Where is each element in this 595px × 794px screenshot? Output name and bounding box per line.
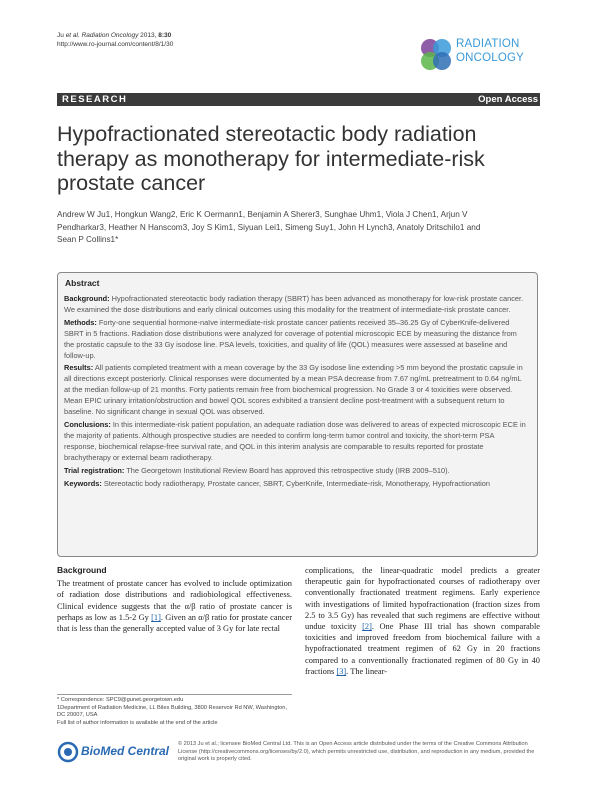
logo-line-1: RADIATION xyxy=(456,38,520,50)
section-heading: Background xyxy=(57,565,107,575)
citation-year: 2013, xyxy=(140,32,157,39)
body-column-right xyxy=(305,565,540,677)
article-title: Hypofractionated stereotactic body radiation therapy as monotherapy for intermediate-risk prostate cancer xyxy=(57,122,485,195)
citation-header xyxy=(57,31,173,49)
results-text: All patients completed treatment with a mean coverage by the 33 Gy isodose line extending >5 mm beyond the prostatic capsule in all directions except posteriorly. Clinical responses were documented by a mean PSA decrease from 7.67 ng/mL pretreatment to 0.64 ng/mL at the median follow-up of 21 months. Forty patients remain free from biochemical progression. No Grade 3 or 4 toxicities were observed. Mean EPIC urinary irritation/obstruction and bowel QOL scores exhibited a transient decline post-treatment with a subsequent return to baseline. No significant change in sexual QOL was observed. xyxy=(64,363,523,417)
affiliation-note: 1Department of Radiation Medicine, LL Biles Building, 3800 Reservoir Rd NW, Washington, DC 20007, USA xyxy=(57,704,288,719)
abstract-keywords xyxy=(64,479,526,490)
body-column-left xyxy=(57,565,292,634)
background-text: Hypofractionated stereotactic body radiation therapy (SBRT) has been advanced as monotherapy for low-risk prostate cancer. We examined the dose distributions and early clinical outcomes using this modality for the treatment of intermediate-risk prostate cancer. xyxy=(64,294,524,314)
body-text: The treatment of prostate cancer has evolved to include optimization of radiation dose distributions and radiobiological effectiveness. Clinical evidence suggests that the α/β ratio of prostate cancer is perhaps as low as 1.5-2 Gy xyxy=(57,579,292,622)
body-text: . One Phase III trial has shown comparable toxicities and improved freedom from biochemical failure with a hypofractionated treatment regimen of 62 Gy in 20 fractions compared to a conventionally fractionated regimen of 80 Gy in 40 fractions xyxy=(305,622,540,676)
abstract-results xyxy=(64,363,526,418)
citation-link[interactable]: [3] xyxy=(336,666,347,676)
body-text: . The linear- xyxy=(346,666,388,676)
citation-journal: Radiation Oncology xyxy=(81,32,139,39)
results-label: Results: xyxy=(64,363,94,373)
keywords-label: Keywords: xyxy=(64,478,102,488)
abstract-heading: Abstract xyxy=(65,278,100,288)
trial-label: Trial registration: xyxy=(64,465,125,475)
article-url[interactable]: http://www.ro-journal.com/content/8/1/30 xyxy=(57,41,174,48)
journal-logo-text xyxy=(456,37,524,65)
author-list: Andrew W Ju1, Hongkun Wang2, Eric K Oermann1, Benjamin A Sherer3, Sunghae Uhm1, Viola J Chen1, Arjun V Pendharkar3, Heather N Hanscom3, Joy S Kim1, Siyuan Lei1, Simeng Suy1, John H Lynch3, Anatoly Dritschilo1 and Sean P Collins1* xyxy=(57,210,481,244)
conclusions-label: Conclusions: xyxy=(64,419,111,429)
methods-text: Forty-one sequential hormone-naïve intermediate-risk prostate cancer patients received 35–36.25 Gy of CyberKnife-delivered SBRT in 5 fractions. Radiation dose distributions were analyzed for coverage of potential microscopic ECE by measuring the distance from the prostatic capsule to the 33 Gy isodose line. PSA levels, toxicities, and quality of life (QOL) measures were assessed at baseline and follow-up. xyxy=(64,317,517,360)
open-access-label: Open Access xyxy=(478,94,538,105)
conclusions-text: In this intermediate-risk patient population, an adequate radiation dose was delivered to areas of expected microscopic ECE in the majority of patients. Although prospective studies are needed to confirm long-term tumor control and toxicity, the short-term PSA response, biochemical relapse-free survival rate, and QOL in this interim analysis are comparable to results reported for prostate brachytherapy or external beam radiotherapy. xyxy=(64,419,526,462)
footnotes xyxy=(57,697,292,727)
citation-etal: et al. xyxy=(65,32,80,39)
article-type-label: RESEARCH xyxy=(62,94,128,105)
body-text: complications, the linear-quadratic model predicts a greater therapeutic gain for hypofractionated courses of radiotherapy over conventionally fractionated treatment regimens. Early experience with investigations of limited hypofractionation (fraction sizes from 2.5 to 3.5 Gy) has revealed that such regimens are effective without undue toxicity xyxy=(305,566,540,632)
abstract-conclusions xyxy=(64,420,526,464)
citation-volume: 8:30 xyxy=(158,32,172,39)
biomed-central-label: BioMed Central xyxy=(81,744,170,758)
body-paragraph xyxy=(57,578,292,634)
license-text: © 2013 Ju et al.; licensee BioMed Central Ltd. This is an Open Access article distributed under the terms of the Creative Commons Attribution License (http://creativecommons.org/licenses/by/2.0), which permits unrestricted use, distribution, and reproduction in any medium, provided the original work is properly cited. xyxy=(178,741,535,763)
correspondence-note: * Correspondence: SPC9@gunet.georgetown.edu xyxy=(57,697,184,703)
abstract-background xyxy=(64,294,526,316)
abstract-methods xyxy=(64,318,526,362)
abstract-box xyxy=(57,272,538,557)
body-paragraph xyxy=(305,565,540,677)
background-label: Background: xyxy=(64,294,110,303)
citation-link[interactable]: [1] xyxy=(151,612,161,622)
body-text: . Given an α/β ratio for prostate cancer that is less than the generally accepted value of 3 Gy for late rectal xyxy=(57,612,292,634)
trial-text: The Georgetown Institutional Review Board has approved this retrospective study (IRB 2009–510). xyxy=(126,465,450,475)
footnote-divider xyxy=(57,694,292,695)
section-bar xyxy=(57,93,540,106)
citation-authors: Ju xyxy=(57,32,64,39)
keywords-text: Stereotactic body radiotherapy, Prostate cancer, SBRT, CyberKnife, Intermediate-risk, Monotherapy, Hypofractionation xyxy=(103,478,491,488)
author-info-note: Full list of author information is available at the end of the article xyxy=(57,719,218,726)
abstract-body xyxy=(64,294,526,491)
logo-line-2: ONCOLOGY xyxy=(456,52,525,64)
abstract-trial xyxy=(64,466,526,477)
citation-link[interactable]: [2] xyxy=(362,622,372,632)
methods-label: Methods: xyxy=(64,317,97,327)
